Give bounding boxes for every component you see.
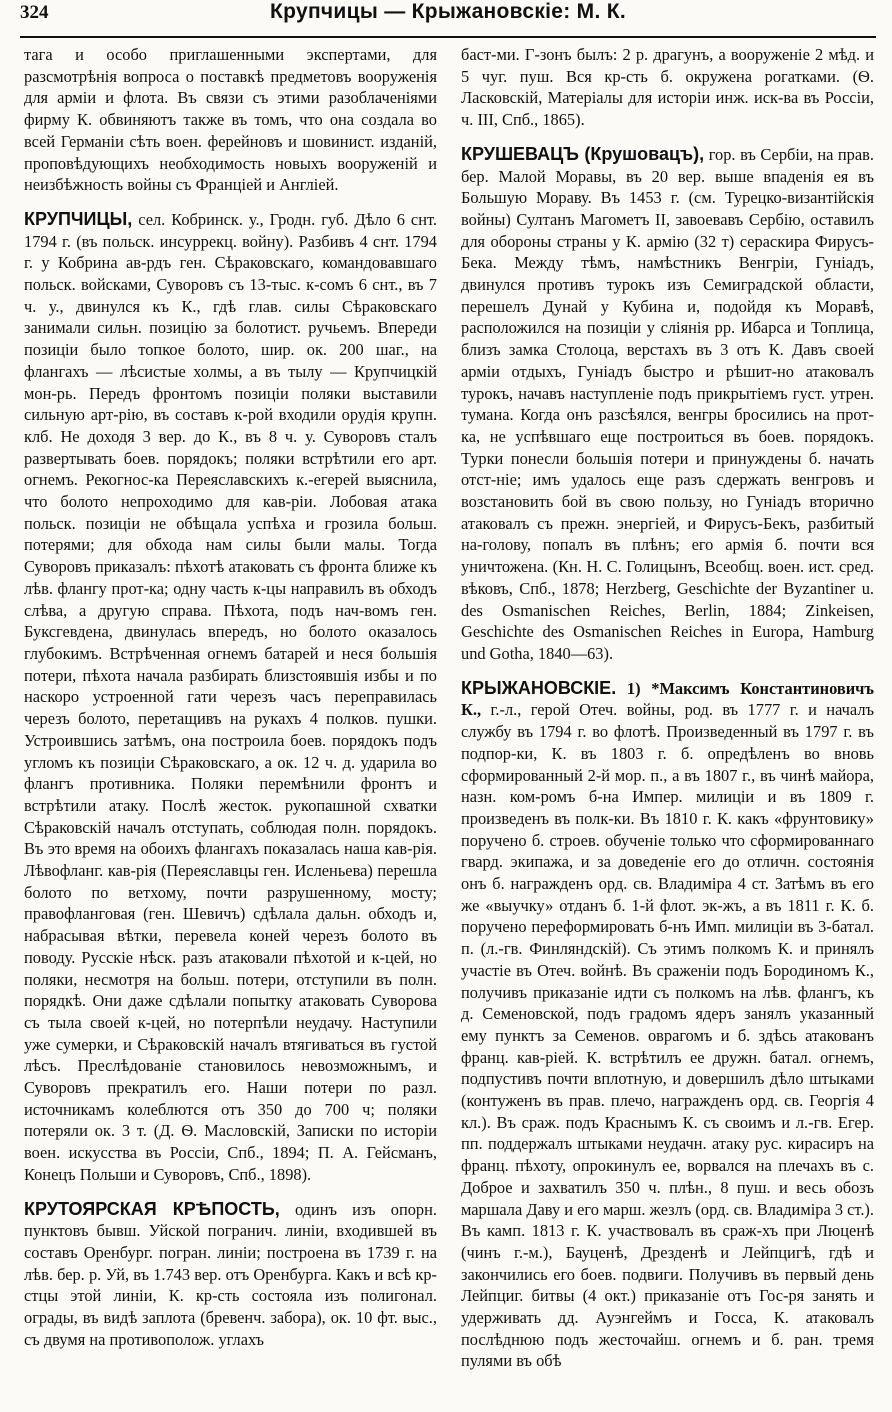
entry-kryzhanovskie <box>461 678 874 1373</box>
headword: КРЫЖАНОВСКІЕ. <box>461 677 617 698</box>
right-column <box>461 44 874 1372</box>
entry-krutoyarskaya <box>24 1199 437 1351</box>
continuation-paragraph: тага и особо приглашенными экспертами, для разсмотрѣнія вопроса о поставкѣ предметовъ вооруженія для арміи и флота. Въ связи съ этими разоблаченіями фирму К. обвиняютъ также въ томъ, что она создала во всей Германіи сѣть воен. ферейновъ и шовинист. изданій, проповѣдующихъ необходимость новыхъ вооруженій и неизбѣжность войны съ Франціей и Англіей. <box>24 45 437 195</box>
subentry-name: 1) *Максимъ Константиновичъ К., <box>461 678 874 720</box>
page-header <box>20 0 876 38</box>
page-number: 324 <box>20 2 49 23</box>
running-title: Крупчицы — Крыжановскіе: М. К. <box>270 0 626 23</box>
text-columns <box>14 38 880 1372</box>
headword: КРУШЕВАЦЪ (Крушовацъ), <box>461 143 705 164</box>
continuation-paragraph: баст-ми. Г-зонъ былъ: 2 р. драгунъ, а вооруженіе 2 мѣд. и 5 чуг. пуш. Вся кр-сть б. окружена рогатками. (Ѳ. Ласковскій, Матеріалы для исторіи инж. иск-ва въ Россіи, ч. III, Спб., 1865). <box>461 45 874 130</box>
left-column <box>24 44 437 1372</box>
entry-text: сел. Кобринск. у., Гродн. губ. Дѣло 6 снт. 1794 г. (въ польск. инсуррекц. войну). Разбивъ 4 снт. 1794 г. у Кобрина ав-рдъ ген. Сѣраковскаго, командовавшаго польск. войсками, Суворовъ съ 13-тыс. к-сомъ 6 снт., въ 7 ч. у., двинулся къ К., гдѣ глав. силы Сѣраковскаго занимали сильн. позицію за болотист. ручьемъ. Впереди позиціи было топкое болото, шир. ок. 200 шаг., на флангахъ — лѣсистые холмы, а въ тылу — Крупчицкій мон-рь. Передъ фронтомъ позиціи поляки выставили сильную арт-рію, въ составъ к-рой входили орудія крупн. клб. Не доходя 3 вер. до К., въ 8 ч. у. Суворовъ сталъ развертывать боев. порядокъ; поляки встрѣтили его арт. огнемъ. Рекогнос-ка Переяславскихъ к.-егерей выяснила, что болото непроходимо для кав-ріи. Лобовая атака польск. позиціи не обѣщала успѣха и грозила больш. потерями; для обхода нам силы были малы. Тогда Суворовъ приказалъ: пѣхотѣ атаковать съ фронта ближе къ лѣв. флангу прот-ка; одну часть к-цы направилъ въ обходъ слѣва, а другую справа. Пѣхота, подъ нач-вомъ ген. Буксгевдена, двинулась впередъ, но болото оказалось глубокимъ. Встрѣченная огнемъ батарей и неся большія потери, пѣхота начала разбирать близстоявшія избы и по наскоро устроенной гати черезъ часъ переправилась черезъ болото, перетащивъ на рукахъ 4 полков. пушки. Устроившись затѣмъ, она построила боев. порядокъ подъ угломъ къ позиціи Сѣраковскаго, а ок. 12 ч. д. ударила во флангъ противника. Поляки перемѣнили фронтъ и встрѣтили атаку. Послѣ жесток. рукопашной схватки Сѣраковскій началъ отступать, соблюдая полн. порядокъ. Въ это время на обоихъ флангахъ показалась наша кав-рія. Лѣвофланг. кав-рія (Переяславцы ген. Исленьева) перешла болото по ветхому, почти разрушенному, мосту; правофланговая (ген. Шевичъ) сдѣлала дальн. обходъ и, набрасывая вѣтки, перевела коней черезъ болото въ поводу. Русскіе нѣск. разъ атаковали пѣхотой и к-цей, но поляки, несмотря на больш. потери, отступили въ полн. порядкѣ. Они даже сдѣлали попытку атаковать Суворова съ тыла своей к-цей, но потерпѣли неудачу. Наступили уже сумерки, и Сѣраковскій началъ втягиваться въ густой лѣсъ. Преслѣдованіе становилось невозможнымъ, и Суворовъ прекратилъ его. Наши потери по разл. источникамъ колеблются отъ 350 до 700 ч; поляки потеряли ок. 3 т. (Д. Ѳ. Масловскій, Записки по исторіи воен. искусства въ Россіи, Спб., 1894; П. А. Гейсманъ, Конецъ Польши и Суворовъ, Спб., 1898). <box>24 209 437 1184</box>
headword: КРУТОЯРСКАЯ КРѢПОСТЬ, <box>24 1198 280 1219</box>
entry-krupchitsy <box>24 209 437 1186</box>
entry-text: одинъ изъ опорн. пунктовъ бывш. Уйской погранич. линіи, входившей въ составъ Оренбург. погран. линіи; построена въ 1739 г. на лѣв. бер. р. Уй, въ 1.743 вер. отъ Оренбурга. Какъ и всѣ кр-стцы этой линіи, К. кр-сть состояла изъ полигонал. ограды, въ видѣ заплота (бревенч. забора), ок. 10 фт. выс., съ двумя на противополож. углахъ <box>24 1199 437 1349</box>
headword: КРУПЧИЦЫ, <box>24 208 133 229</box>
entry-krushevats <box>461 144 874 665</box>
entry-text: г.-л., герой Отеч. войны, род. въ 1777 г. и началъ службу въ 1794 г. во флотѣ. Произведенный въ 1797 г. въ подпор-ки, К. въ 1803 г. б. опредѣленъ во вновь сформированный 2-й мор. п., а въ 1807 г., въ чинѣ майора, назн. ком-ромъ б-на Импер. милиціи и въ 1809 г. произведенъ въ полк-ки. Въ 1810 г. К. какъ «фрунтовику» поручено б. строев. обученіе только что сформированнаго гвард. экипажа, и за доведеніе его до отличн. состоянія онъ б. награжденъ орд. св. Владиміра 4 ст. Затѣмъ въ его же «выучку» отданъ б. 1-й флот. эк-жъ, а въ 1811 г. К. б. поручено переформировать б-нъ Имп. милиціи въ 3-батал. п. (л.-гв. Финляндскій). Съ этимъ полкомъ К. и принялъ участіе въ Отеч. войнѣ. Въ сраженіи подъ Бородиномъ К., получивъ приказаніе идти съ полкомъ на лѣв. флангъ, къ д. Семеновской, подъ градомъ ядеръ занялъ указанный ему пунктъ за Семенов. оврагомъ и б. здѣсь атакованъ франц. кав-ріей. К. встрѣтилъ ее дружн. батал. огнемъ, подпустивъ почти вплотную, и довершилъ дѣло штыками (контуженъ въ прав. плечо, награжденъ орд. св. Георгія 4 кл.). Въ сраж. подъ Краснымъ К. съ своимъ и л.-гв. Егер. пп. поддержалъ штыками неудачн. атаку рус. кирасиръ на франц. пѣхоту, опрокинулъ ее, ворвался на плечахъ въ с. Доброе и захватилъ 350 ч. плѣн., 8 пуш. и весь обозъ маршала Даву и его марш. жезлъ (орд. св. Владиміра 3 ст.). Въ камп. 1813 г. К. участвовалъ въ сраж-хъ при Люценѣ (чинъ г.-м.), Бауценѣ, Дрезденѣ и Лейпцигѣ, гдѣ и закончились его боев. подвиги. Получивъ въ первый день Лейпциг. битвы (4 окт.) приказаніе отъ Гос-ря занять и удерживать дд. Ауэнгеймъ и Госса, К. атаковалъ послѣднюю подъ жесточайш. огнемъ и б. ран. тремя пулями въ обѣ <box>461 700 875 1371</box>
entry-text: гор. въ Сербіи, на прав. бер. Малой Моравы, въ 20 вер. выше впаденія ея въ Большую Мораву. Въ 1453 г. (см. Турецко-византійскія войны) Султанъ Магометъ II, завоевавъ Сербію, оставилъ для обороны страны у К. армію (32 т) сераскира Фирусъ-Бека. Между тѣмъ, намѣстникъ Венгріи, Гуніадъ, двинулся противъ турокъ изъ Семиградской области, перешелъ Дунай у Кубина и, подойдя къ Моравѣ, расположился на позиціи у сліянія рр. Ибарса и Топлица, близъ замка Столоца, верстахъ въ 3 отъ К. Давъ своей арміи отдыхъ, Гуніадъ быстро и рѣшит-но атаковалъ турокъ, начавъ наступленіе подъ прикрытіемъ густ. утрен. тумана. Когда онъ разсѣялся, венгры бросились на прот-ка, не успѣвшаго еще построиться въ боев. порядокъ. Турки понесли большія потери и принуждены б. начать отст-ніе; имъ удалось еще разъ сдержать венгровъ и возстановить бой въ свою пользу, но Гуніадъ вторично атаковалъ съ прежн. энергіей, и Фирусъ-Бекъ, разбитый на-голову, попалъ въ плѣнъ; его армія б. почти вся уничтожена. (Кн. Н. С. Голицынъ, Всеобщ. воен. ист. сред. вѣковъ, Спб., 1878; Herzberg, Geschichte der Byzantiner u. des Osmanischen Reiches, Berlin, 1884; Zinkeisen, Geschichte des Osmanischen Reiches in Europa, Hamburg und Gotha, 1840—63). <box>461 144 874 663</box>
